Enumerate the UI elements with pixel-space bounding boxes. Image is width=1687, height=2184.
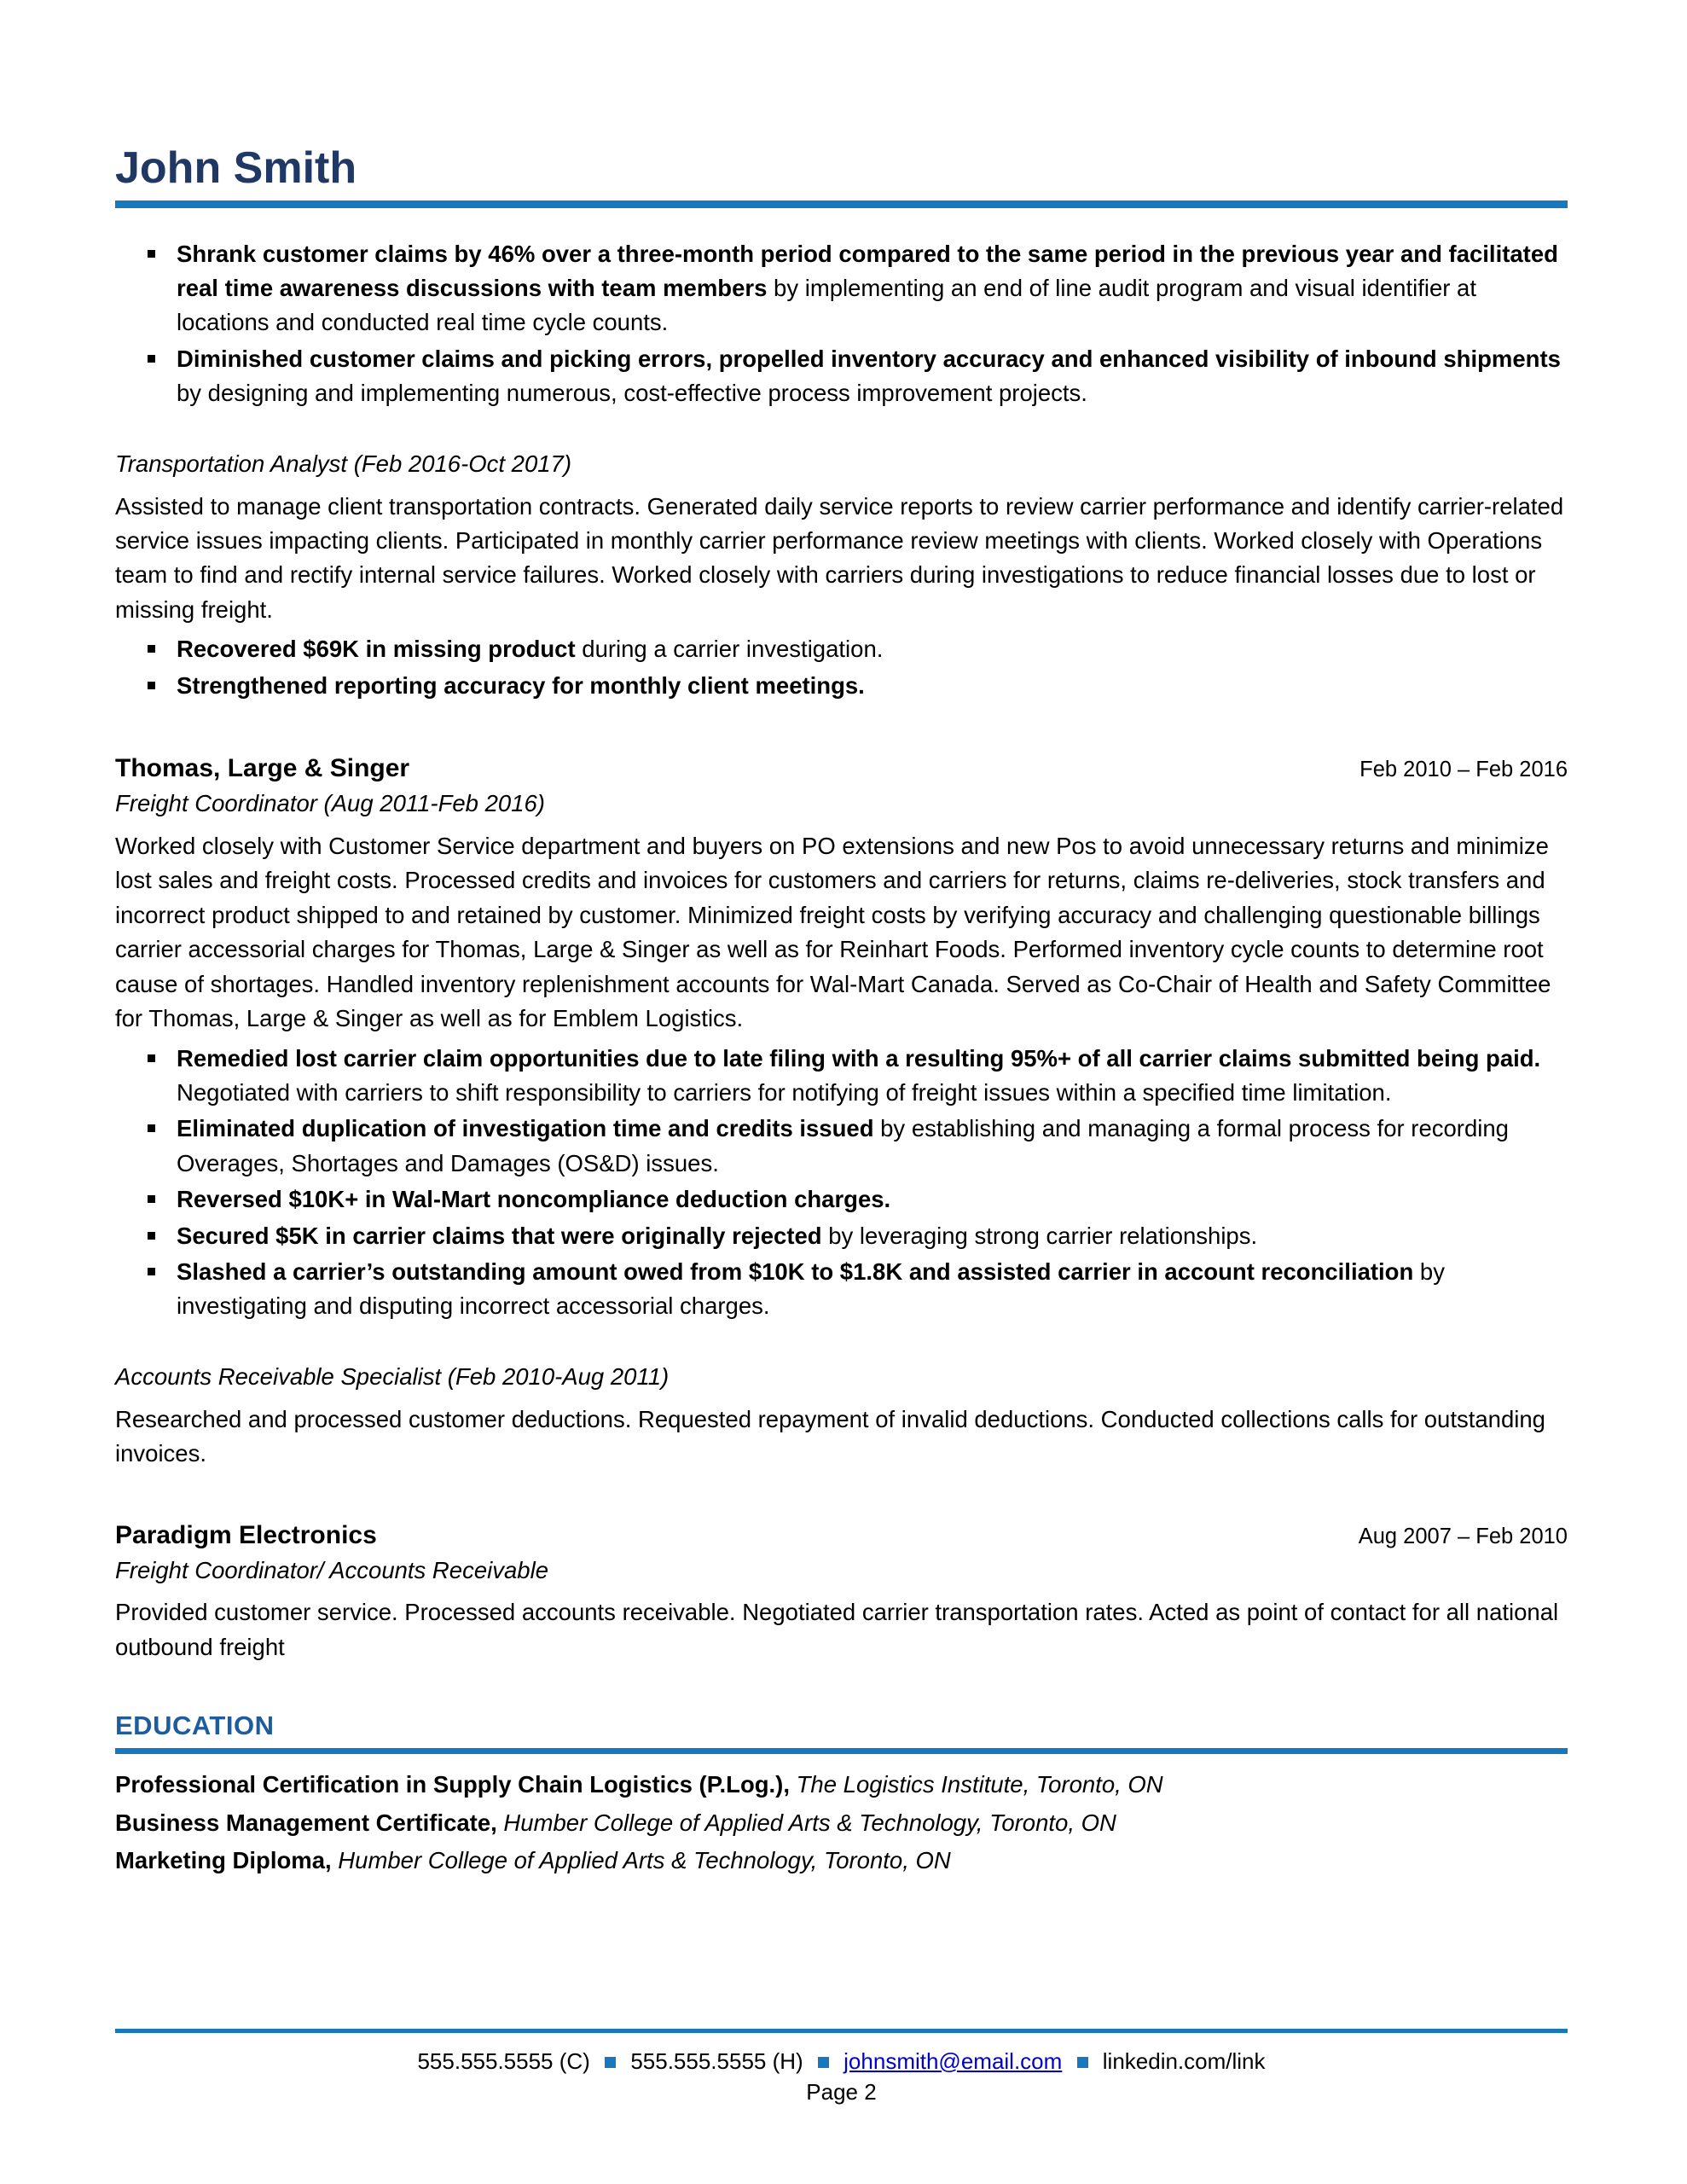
job-paradigm-electronics bbox=[115, 1518, 1568, 1665]
bullet-detail: by investigating and disputing incorrect accessorial charges. bbox=[177, 1258, 1445, 1320]
list-item bbox=[115, 237, 1568, 340]
education-list bbox=[115, 1766, 1568, 1880]
bullet-highlight: Diminished customer claims and picking errors, propelled inventory accuracy and enhanced visibility of inbound shipments bbox=[177, 345, 1561, 372]
bullet-detail: during a carrier investigation. bbox=[575, 636, 884, 663]
job-title: Freight Coordinator/ Accounts Receivable bbox=[115, 1556, 548, 1583]
job-thomas-large-singer bbox=[115, 751, 1568, 1324]
page-footer bbox=[115, 2029, 1568, 2106]
list-item bbox=[115, 669, 1568, 703]
company-dates: Feb 2010 – Feb 2016 bbox=[1359, 758, 1568, 782]
company-header-row bbox=[115, 751, 1568, 787]
square-bullet-icon bbox=[148, 1195, 155, 1203]
list-item bbox=[115, 1182, 1568, 1217]
section-heading-education: EDUCATION bbox=[115, 1711, 275, 1741]
list-item bbox=[115, 1766, 1568, 1804]
company-name: Paradigm Electronics bbox=[115, 1520, 377, 1549]
bullet-detail: by designing and implementing numerous, cost-effective process improvement projects. bbox=[177, 380, 1087, 407]
job-description: Assisted to manage client transportation contracts. Generated daily service reports to review carrier performance and identify carrier-related service issues impacting clients. Participated in monthly carrier performance review meetings with clients. Worked closely with Operations team to find and rectify internal service failures. Worked closely with carriers during investigations to reduce financial losses due to lost or missing freight. bbox=[115, 492, 1564, 623]
company-name: Thomas, Large & Singer bbox=[115, 754, 410, 783]
bullet-highlight: Shrank customer claims by 46% over a three-month period compared to the same period in the previous year and facilitated real time awareness discussions with team members bbox=[177, 240, 1558, 302]
job-title: Freight Coordinator (Aug 2011-Feb 2016) bbox=[115, 790, 545, 817]
bullet-detail: by establishing and managing a formal process for recording Overages, Shortages and Damages (OS&D) issues. bbox=[177, 1115, 1509, 1176]
bullet-highlight: Secured $5K in carrier claims that were originally rejected bbox=[177, 1222, 822, 1249]
education-school: The Logistics Institute, Toronto, ON bbox=[789, 1771, 1163, 1798]
list-item bbox=[115, 1255, 1568, 1324]
bullet-highlight: Eliminated duplication of investigation time and credits issued bbox=[177, 1115, 874, 1142]
bullet-detail: by implementing an end of line audit program and visual identifier at locations and conducted real time cycle counts. bbox=[177, 275, 1476, 336]
bullet-detail: by leveraging strong carrier relationships. bbox=[821, 1222, 1258, 1249]
square-separator-icon bbox=[818, 2057, 829, 2068]
bullet-highlight: Remedied lost carrier claim opportunities due to late filing with a resulting 95%+ of all carrier claims submitted being paid. bbox=[177, 1044, 1541, 1072]
square-separator-icon bbox=[1077, 2057, 1088, 2068]
page-title: John Smith bbox=[115, 143, 357, 193]
education-degree: Professional Certification in Supply Chain Logistics (P.Log.), bbox=[115, 1771, 790, 1798]
bullet-detail: Negotiated with carriers to shift responsibility to carriers for notifying of freight issues within a specified time limitation. bbox=[177, 1078, 1392, 1106]
education-divider bbox=[115, 1748, 1568, 1754]
top-bullet-list bbox=[115, 237, 1568, 411]
bullet-highlight: Slashed a carrier’s outstanding amount owed from $10K to $1.8K and assisted carrier in account reconciliation bbox=[177, 1258, 1414, 1286]
job-description: Provided customer service. Processed accounts receivable. Negotiated carrier transportation rates. Acted as point of contact for all national outbound freight bbox=[115, 1599, 1559, 1660]
footer-contact-line bbox=[115, 2047, 1568, 2076]
education-school: Humber College of Applied Arts & Technology, Toronto, ON bbox=[331, 1847, 951, 1874]
bullet-highlight: Reversed $10K+ in Wal-Mart noncompliance deduction charges. bbox=[177, 1186, 891, 1213]
education-school: Humber College of Applied Arts & Technology, Toronto, ON bbox=[496, 1809, 1116, 1836]
job-bullet-list bbox=[115, 632, 1568, 703]
list-item bbox=[115, 342, 1568, 411]
bullet-highlight: Recovered $69K in missing product bbox=[177, 636, 576, 663]
square-bullet-icon bbox=[148, 1054, 155, 1062]
bullet-highlight: Strengthened reporting accuracy for monthly client meetings. bbox=[177, 671, 865, 699]
phone-home: 555.555.5555 (H) bbox=[630, 2048, 803, 2074]
education-section bbox=[115, 1711, 1568, 1880]
square-bullet-icon bbox=[148, 250, 155, 258]
list-item bbox=[115, 1112, 1568, 1181]
document-header bbox=[115, 145, 1568, 208]
list-item bbox=[115, 632, 1568, 666]
education-degree: Marketing Diploma, bbox=[115, 1847, 332, 1874]
linkedin-url: linkedin.com/link bbox=[1102, 2048, 1266, 2074]
header-divider bbox=[115, 200, 1568, 208]
list-item bbox=[115, 1842, 1568, 1880]
phone-cell: 555.555.5555 (C) bbox=[417, 2048, 590, 2074]
square-bullet-icon bbox=[148, 1268, 155, 1275]
job-transportation-analyst bbox=[115, 447, 1568, 703]
square-bullet-icon bbox=[148, 355, 155, 363]
list-item bbox=[115, 1042, 1568, 1111]
education-degree: Business Management Certificate, bbox=[115, 1809, 497, 1836]
job-bullet-list bbox=[115, 1042, 1568, 1324]
list-item bbox=[115, 1804, 1568, 1843]
page-number: Page 2 bbox=[806, 2079, 877, 2105]
job-accounts-receivable-specialist bbox=[115, 1360, 1568, 1472]
job-description: Worked closely with Customer Service department and buyers on PO extensions and new Pos to avoid unnecessary returns and minimize lost sales and freight costs. Processed credits and invoices for customers and carriers for returns, claims re-deliveries, stock transfers and incorrect product shipped to and retained by customer. Minimized freight costs by verifying accuracy and challenging questionable billings carrier accessorial charges for Thomas, Large & Singer as well as for Reinhart Foods. Performed inventory cycle counts to determine root cause of shortages. Handled inventory replenishment accounts for Wal-Mart Canada. Served as Co-Chair of Health and Safety Committee for Thomas, Large & Singer as well as for Emblem Logistics. bbox=[115, 832, 1551, 1032]
job-description: Researched and processed customer deductions. Requested repayment of invalid deductions. Conducted collections calls for outstanding invoices. bbox=[115, 1405, 1545, 1467]
company-dates: Aug 2007 – Feb 2010 bbox=[1358, 1524, 1568, 1548]
job-title: Accounts Receivable Specialist (Feb 2010-Aug 2011) bbox=[115, 1362, 670, 1390]
footer-divider bbox=[115, 2029, 1568, 2033]
email-link[interactable]: johnsmith@email.com bbox=[844, 2048, 1063, 2074]
job-title: Transportation Analyst (Feb 2016-Oct 2017) bbox=[115, 450, 571, 477]
square-bullet-icon bbox=[148, 682, 155, 689]
square-bullet-icon bbox=[148, 645, 155, 653]
square-bullet-icon bbox=[148, 1124, 155, 1132]
company-header-row bbox=[115, 1518, 1568, 1554]
square-separator-icon bbox=[605, 2057, 616, 2068]
list-item bbox=[115, 1219, 1568, 1253]
square-bullet-icon bbox=[148, 1232, 155, 1240]
